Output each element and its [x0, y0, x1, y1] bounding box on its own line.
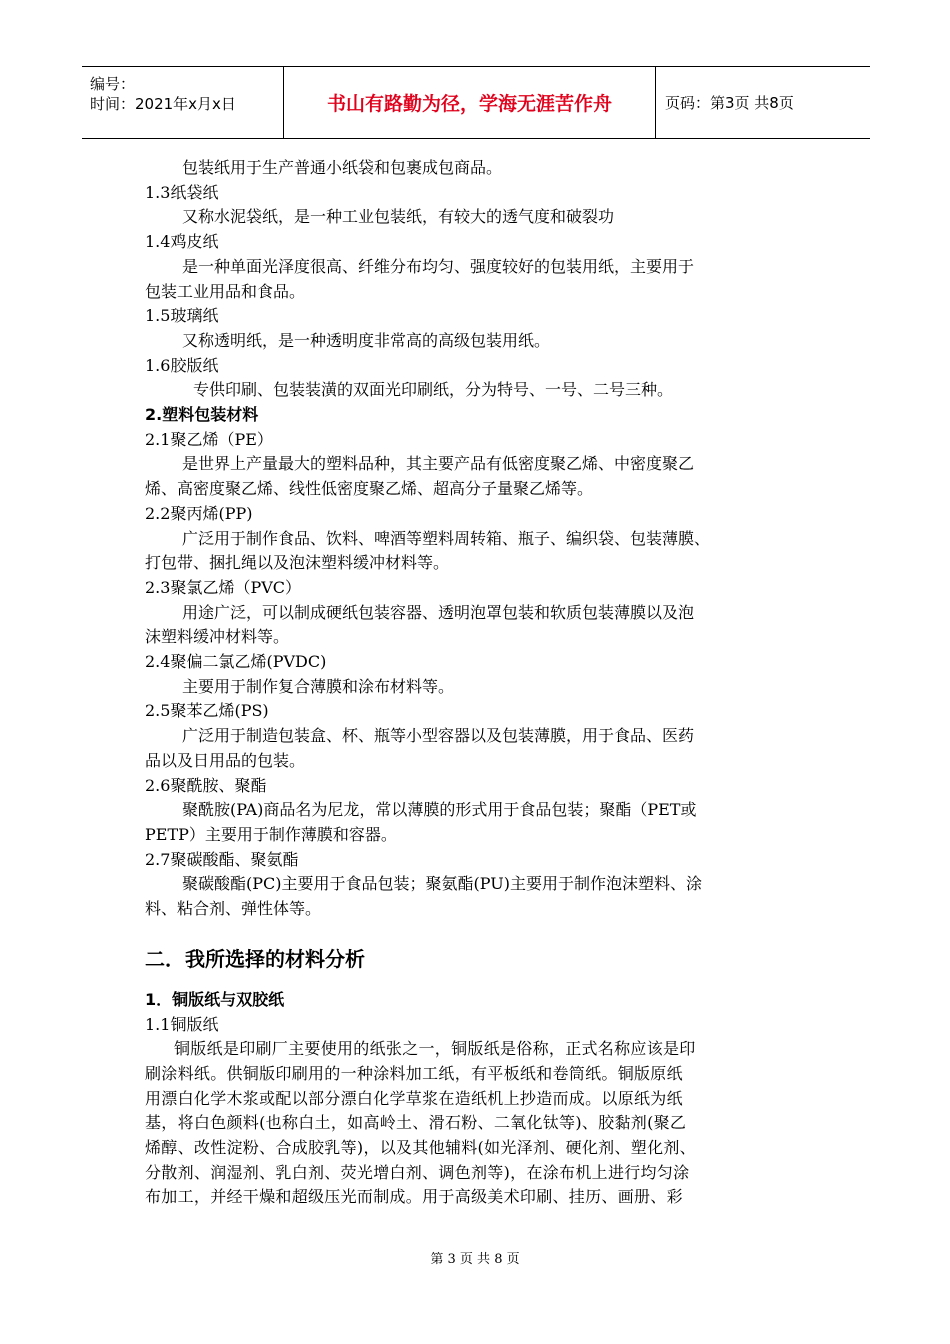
header-page-label: 页码：第3页 共8页	[665, 94, 794, 112]
text-line: 烯、高密度聚乙烯、线性低密度聚乙烯、超高分子量聚乙烯等。	[145, 479, 594, 499]
paragraph-copperplate	[145, 1037, 815, 1210]
text-line: 包装纸用于生产普通小纸袋和包裹成包商品。	[182, 158, 503, 177]
doc-number-label: 编号：	[90, 75, 136, 93]
text-line: 广泛用于制造包装盒、杯、瓶等小型容器以及包装薄膜，用于食品、医药	[182, 726, 695, 746]
subsubsection-heading: 1.1铜版纸	[145, 1014, 219, 1034]
text-line: PETP）主要用于制作薄膜和容器。	[145, 824, 397, 844]
text-line: 专供印刷、包装装潢的双面光印刷纸，分为特号、一号、二号三种。	[193, 380, 674, 400]
text-line: 2.5聚苯乙烯(PS)	[145, 701, 269, 721]
header-motto-cell	[283, 67, 656, 138]
text-line: 1.3纸袋纸	[145, 182, 219, 202]
text-line: 1.4鸡皮纸	[145, 232, 219, 252]
header-page-cell	[656, 67, 870, 138]
text-line: 2.3聚氯乙烯（PVC）	[145, 577, 302, 597]
section-1-lines	[145, 156, 815, 922]
section-heading: 二．我所选择的材料分析	[145, 946, 365, 971]
text-line: 料、粘合剂、弹性体等。	[145, 899, 322, 919]
paragraph-line: 用漂白化学木浆或配以部分漂白化学草浆在造纸机上抄造而成。以原纸为纸	[145, 1088, 683, 1108]
page-footer: 第 3 页 共 8 页	[430, 1252, 520, 1267]
page-header	[82, 66, 870, 139]
paragraph-line: 布加工，并经干燥和超级压光而制成。用于高级美术印刷、挂历、画册、彩	[145, 1187, 683, 1207]
paragraph-line: 基，将白色颜料(也称白土，如高岭土、滑石粉、二氧化钛等)、胶黏剂(聚乙	[145, 1113, 687, 1133]
header-motto: 书山有路勤为径，学海无涯苦作舟	[326, 93, 612, 115]
doc-date-label: 时间：2021年x月x日	[90, 95, 236, 113]
text-line: 2.2聚丙烯(PP)	[145, 503, 253, 523]
text-line: 品以及日用品的包装。	[145, 750, 306, 770]
subsection-heading: 1．铜版纸与双胶纸	[145, 989, 285, 1009]
text-line: 沫塑料缓冲材料等。	[145, 627, 290, 647]
text-line: 又称水泥袋纸，是一种工业包装纸，有较大的透气度和破裂功	[182, 207, 615, 227]
text-line: 2.1聚乙烯（PE）	[145, 429, 273, 449]
text-line: 包装工业用品和食品。	[145, 281, 306, 301]
text-line: 广泛用于制作食品、饮料、啤酒等塑料周转箱、瓶子、编织袋、包装薄膜、	[182, 528, 711, 548]
text-line: 2.塑料包装材料	[145, 405, 259, 425]
text-line: 是一种单面光泽度很高、纤维分布均匀、强度较好的包装用纸，主要用于	[182, 256, 695, 276]
text-line: 是世界上产量最大的塑料品种，其主要产品有低密度聚乙烯、中密度聚乙	[182, 454, 695, 474]
text-line: 主要用于制作复合薄膜和涂布材料等。	[182, 676, 455, 696]
text-line: 又称透明纸，是一种透明度非常高的高级包装用纸。	[182, 330, 551, 350]
paragraph-line: 铜版纸是印刷厂主要使用的纸张之一，铜版纸是俗称，正式名称应该是印	[174, 1039, 696, 1059]
text-line: 聚碳酸酯(PC)主要用于食品包装；聚氨酯(PU)主要用于制作泡沫塑料、涂	[182, 874, 702, 894]
paragraph-line: 烯醇、改性淀粉、合成胶乳等)，以及其他辅料(如光泽剂、硬化剂、塑化剂、	[145, 1138, 696, 1158]
text-line: 打包带、捆扎绳以及泡沫塑料缓冲材料等。	[145, 553, 450, 573]
text-line: 2.7聚碳酸酯、聚氨酯	[145, 849, 299, 869]
text-line: 1.5玻璃纸	[145, 306, 219, 326]
text-line: 聚酰胺(PA)商品名为尼龙，常以薄膜的形式用于食品包装；聚酯（PET或	[182, 800, 697, 820]
paragraph-line: 分散剂、润湿剂、乳白剂、荧光增白剂、调色剂等)，在涂布机上进行均匀涂	[145, 1162, 690, 1182]
text-line: 2.6聚酰胺、聚酯	[145, 775, 267, 795]
text-line: 2.4聚偏二氯乙烯(PVDC)	[145, 652, 327, 672]
document-body	[145, 156, 815, 1210]
text-line: 1.6胶版纸	[145, 355, 219, 375]
text-line: 用途广泛，可以制成硬纸包装容器、透明泡罩包装和软质包装薄膜以及泡	[182, 602, 695, 622]
header-meta	[82, 67, 283, 138]
paragraph-line: 刷涂料纸。供铜版印刷用的一种涂料加工纸，有平板纸和卷筒纸。铜版原纸	[145, 1063, 683, 1083]
